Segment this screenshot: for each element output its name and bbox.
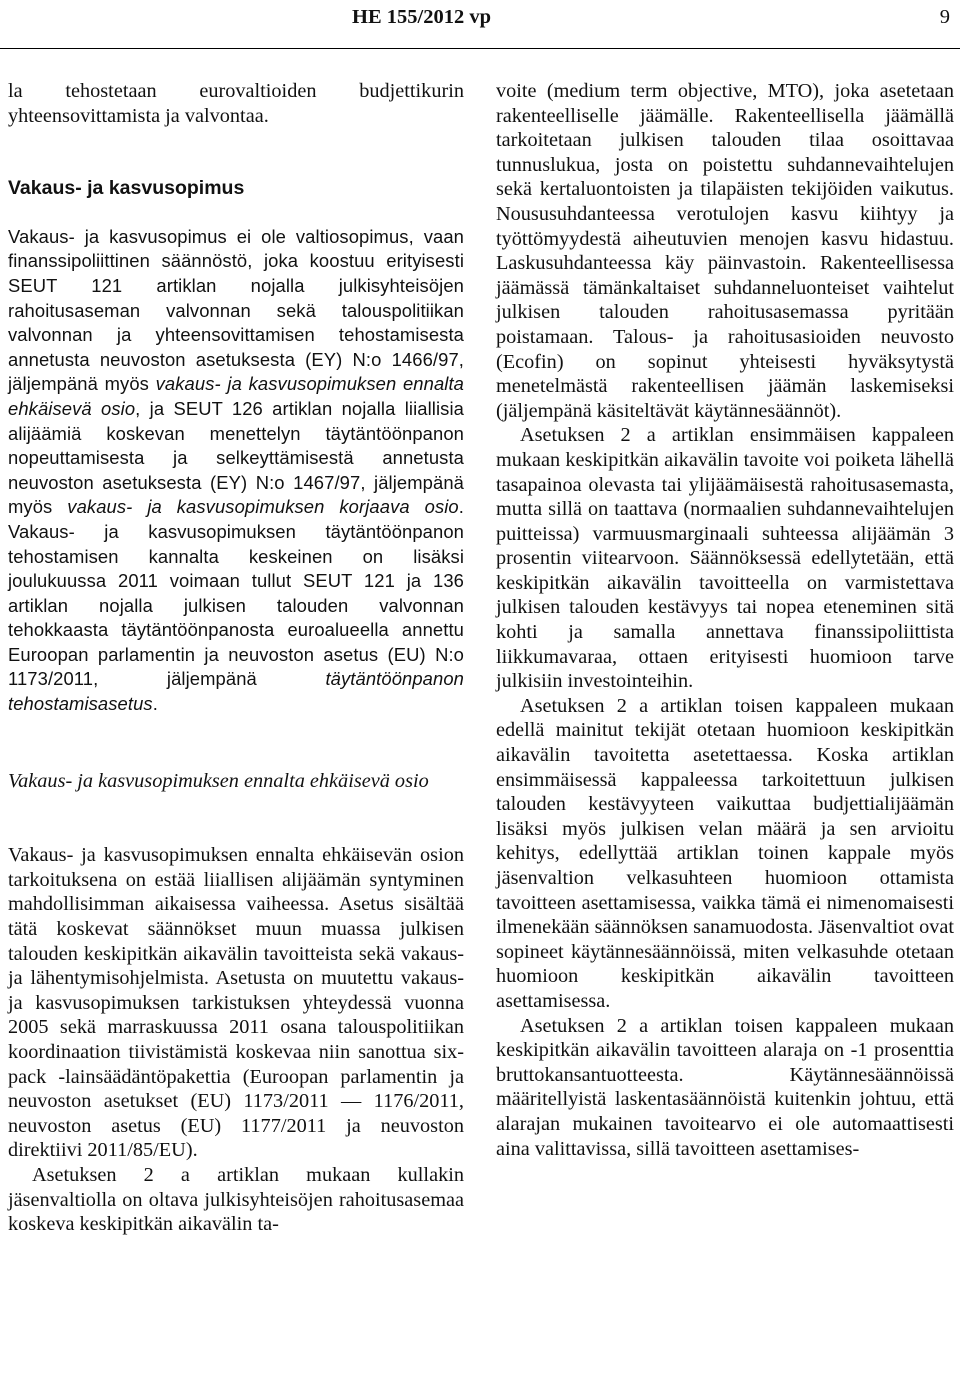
text-run: Vakaus- ja kasvusopimus ei ole valtiosopimus, vaan finanssipoliittinen säännöstö, joka koostuu erityisesti SEUT 121 artiklan nojalla julkisyhteisöjen rahoitusaseman valvonnan sekä talouspolitiikan valvonnan ja yhteensovittamisen tehostamisesta annetusta neuvoston asetuksesta (EY) N:o 1466/97, jäljempänä myös (8, 225, 464, 395)
subheading-preventive-arm: Vakaus- ja kasvusopimuksen ennalta ehkäisevä osio (8, 769, 429, 792)
italic-term: täytäntöönpanon tehostamisasetus (8, 668, 464, 715)
text-run: . Vakaus- ja kasvusopimuksen täytäntöönpanon tehostamisen kannalta keskeinen on lisäksi joulukuussa 2011 voimaan tullut SEUT 121 ja 136 artiklan nojalla julkisen talouden valvonnan tehokkaasta täytäntöönpanosta euroalueella annettu Euroopan parlamentin ja neuvoston asetus (EU) N:o 1173/2011, jäljempänä (8, 496, 464, 690)
page-number: 9 (939, 6, 950, 28)
page-header (0, 0, 960, 49)
paragraph-second-subparagraph: Asetuksen 2 a artiklan toisen kappaleen mukaan edellä mainitut tekijät otetaan huomioon keskipitkän aikavälin tavoitetta asetettaessa. Koska artiklan ensimmäisessä kappaleessa tarkoitettuun julkisen talouden kestävyyteen vaikuttaa budjettialijäämän lisäksi myös julkisen velan määrä ja sen arvioitu kehitys, edellyttää artiklan toinen kappale myös jäsenvaltion velkasuhteen huomioon ottamista tavoitteen asettamisessa, vaikka tämä ei nimenomaisesti ilmenekään säännöksen sanamuodosta. Jäsenvaltiot ovat sopineet käytännesäännöissä, miten velkasuhde otetaan huomioon keskipitkän aikavälin tavoitteen asettamisessa. (496, 694, 954, 1012)
paragraph-article-2a: Asetuksen 2 a artiklan mukaan kullakin jäsenvaltiolla on oltava julkisyhteisöjen rahoitusasemaa koskeva keskipitkän aikavälin ta- (8, 1163, 464, 1236)
paragraph-preventive-arm: Vakaus- ja kasvusopimuksen ennalta ehkäisevän osion tarkoituksena on estää liiallisen alijäämän syntyminen mahdollisimman aikaisessa vaiheessa. Asetus sisältää tätä koskevat säännökset muun muassa julkisen talouden keskipitkän aikavälin tavoitteista sekä vakaus- ja lähentymisohjelmista. Asetusta on muutettu vakaus- ja kasvusopimuksen tarkistuksen yhteydessä vuonna 2005 sekä marraskuussa 2011 osana talouspolitiikan koordinaation tiivistämistä koskevaa niin sanottua six-pack -lainsäädäntöpakettia (Euroopan parlamentin ja neuvoston asetukset (EU) 1173/2011 — 1176/2011, neuvoston asetus (EU) 1177/2011 ja neuvoston direktiivi 2011/85/EU). (8, 844, 464, 1162)
text-run: , ja SEUT 126 artiklan nojalla liiallisia alijäämiä koskevan menettelyn täytäntöönpanon nopeuttamisesta ja selkeyttämisestä annetusta neuvoston asetuksesta (EY) N:o 1467/97, jäljempänä myös (8, 397, 464, 518)
italic-term: vakaus- ja kasvusopimuksen korjaava osio (67, 496, 459, 518)
document-id: HE 155/2012 vp (352, 6, 491, 28)
section-heading: Vakaus- ja kasvusopimus (8, 177, 245, 200)
paragraph-mto: voite (medium term objective, MTO), joka asetetaan rakenteelliselle jäämälle. Rakenteellisella jäämällä tarkoitetaan julkisen talouden tilaa osoittavaa tunnuslukua, josta on poistettu suhdannevaihtelujen sekä kertaluontoisten ja tilapäisten tekijöiden vaikutus. Noususuhdanteessa verotulojen kasvu kiihtyy ja työttömyydestä aiheutuvien menojen kasvu hidastuu. Laskusuhdanteessa käy päinvastoin. Rakenteellisessa jäämässä tämänkaltaiset suhdanneluonteiset vaihtelut julkisen talouden rahoitusasemassa pyritään poistamaan. Talous- ja rahoitusasioiden neuvosto (Ecofin) on sopinut yhteisesti hyväksytystä menetelmästä rakenteellisen jäämän laskemiseksi (jäljempänä käsiteltävät käytännesäännöt). (496, 80, 954, 422)
text-run: . (152, 693, 158, 715)
italic-term: vakaus- ja kasvusopimuksen ennalta ehkäisevä osio (8, 373, 464, 419)
intro-paragraph: la tehostetaan eurovaltioiden budjettikurin yhteensovittamista ja valvontaa. (8, 80, 464, 127)
left-column (8, 79, 464, 1237)
paragraph-lower-limit: Asetuksen 2 a artiklan toisen kappaleen mukaan keskipitkän aikavälin tavoitteen alaraja on -1 prosenttia bruttokansantuotteesta. Käytännesäännöissä määritellyistä laskentasäännöistä kuitenkin johtuu, että alarajan mukainen tavoitearvo ei ole automaattisesti aina valittavissa, sillä tavoitteen asettamises- (496, 1014, 954, 1160)
paragraph-stability-pact (8, 225, 464, 717)
right-column (496, 79, 954, 1161)
paragraph-first-subparagraph: Asetuksen 2 a artiklan ensimmäisen kappaleen mukaan keskipitkän aikavälin tavoite voi poiketa lähellä tasapainoa olevasta tai ylijäämäisestä rahoitusasemasta, mutta sillä on taattava (normaalien suhdannevaihtelujen puitteissa) varmuusmarginaali suhteessa alijäämän 3 prosentin viitearvoon. Säännöksessä edellytetään, että keskipitkän aikavälin tavoitteella on varmistettava julkisen talouden kestävyys tai nopea eteneminen sitä kohti ja samalla annettava finanssipoliittista liikkumavaraa, ottaen erityisesti huomioon tarve julkisiin investointeihin. (496, 424, 954, 693)
